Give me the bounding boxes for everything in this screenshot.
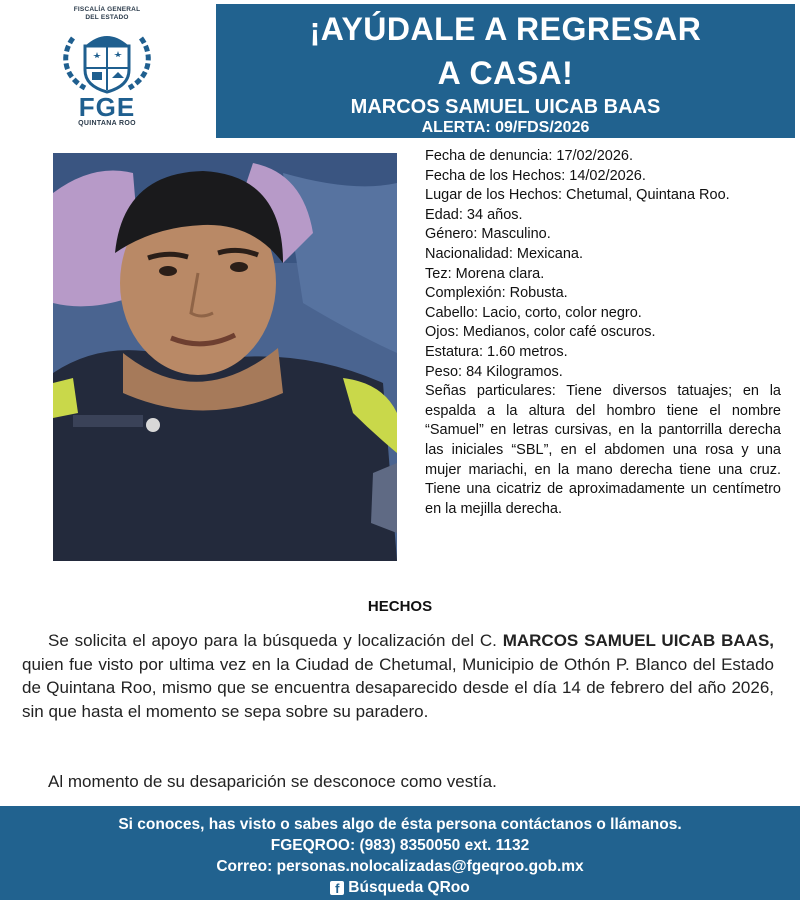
complexion: Complexión: Robusta. <box>425 285 568 302</box>
hechos-p1-end: quien fue visto por ultima vez en la Ciudad de Chetumal, Municipio de Othón P. Blanco del Estado de Quintana Roo, mismo que se encuentra desaparecido desde el día 14 de febrero del año 2026, sin que hasta el momento se sepa sobre su paradero. <box>22 654 774 721</box>
person-details <box>425 147 781 519</box>
footer-facebook[interactable] <box>0 877 800 898</box>
edad: Edad: 34 años. <box>425 206 523 223</box>
header-banner <box>216 4 795 138</box>
missing-person-name: MARCOS SAMUEL UICAB BAAS <box>350 96 661 118</box>
fecha-hechos: Fecha de los Hechos: 14/02/2026. <box>425 167 646 184</box>
missing-person-photo <box>53 153 397 561</box>
shield-emblem-icon <box>57 24 157 96</box>
logo-state: QUINTANA ROO <box>78 120 136 127</box>
headline-line1: ¡AYÚDALE A REGRESAR <box>309 11 702 47</box>
ojos: Ojos: Medianos, color café oscuros. <box>425 324 656 341</box>
footer-email[interactable]: Correo: personas.nolocalizadas@fgeqroo.gob.mx <box>216 858 584 875</box>
tez: Tez: Morena clara. <box>425 265 545 282</box>
alert-number: ALERTA: 09/FDS/2026 <box>421 119 590 136</box>
logo-org-line1: FISCALÍA GENERAL <box>73 6 141 13</box>
facebook-icon: f <box>330 881 344 895</box>
headline-line2: A CASA! <box>437 55 574 91</box>
nacionalidad: Nacionalidad: Mexicana. <box>425 245 583 262</box>
genero: Género: Masculino. <box>425 226 551 243</box>
hechos-p1-start: Se solicita el apoyo para la búsqueda y localización del C. <box>48 631 503 650</box>
peso: Peso: 84 Kilogramos. <box>425 363 563 380</box>
hechos-p2-text: Al momento de su desaparición se desconoce como vestía. <box>48 772 497 791</box>
hechos-heading: HECHOS <box>367 598 433 615</box>
lugar-hechos: Lugar de los Hechos: Chetumal, Quintana Roo. <box>425 187 730 204</box>
logo-org-line2: DEL ESTADO <box>85 14 129 21</box>
contact-footer <box>0 806 800 900</box>
senas-particulares: Señas particulares: Tiene diversos tatuajes; en la espalda a la altura del hombro tiene el nombre “Samuel” en letras cursivas, en la pantorrilla derecha las iniciales “SBL”, en el abdomen una rosa y una mujer mariachi, en la mano derecha tiene una cruz. Tiene una cicatriz de aproximadamente un centímetro en la mejilla derecha. <box>425 383 781 517</box>
footer-call-to-action: Si conoces, has visto o sabes algo de ésta persona contáctanos o llámanos. <box>118 816 682 833</box>
hechos-p1-name: MARCOS SAMUEL UICAB BAAS, <box>502 631 775 650</box>
hechos-paragraph-2 <box>22 770 774 794</box>
footer-phone[interactable]: FGEQROO: (983) 8350050 ext. 1132 <box>270 837 530 854</box>
fge-logo <box>48 6 166 136</box>
fecha-denuncia: Fecha de denuncia: 17/02/2026. <box>425 148 633 164</box>
cabello: Cabello: Lacio, corto, color negro. <box>425 304 642 321</box>
logo-abbreviation: FGE <box>78 92 136 122</box>
hechos-paragraph-1 <box>22 629 774 723</box>
footer-facebook-label: Búsqueda QRoo <box>348 879 470 896</box>
estatura: Estatura: 1.60 metros. <box>425 343 568 360</box>
